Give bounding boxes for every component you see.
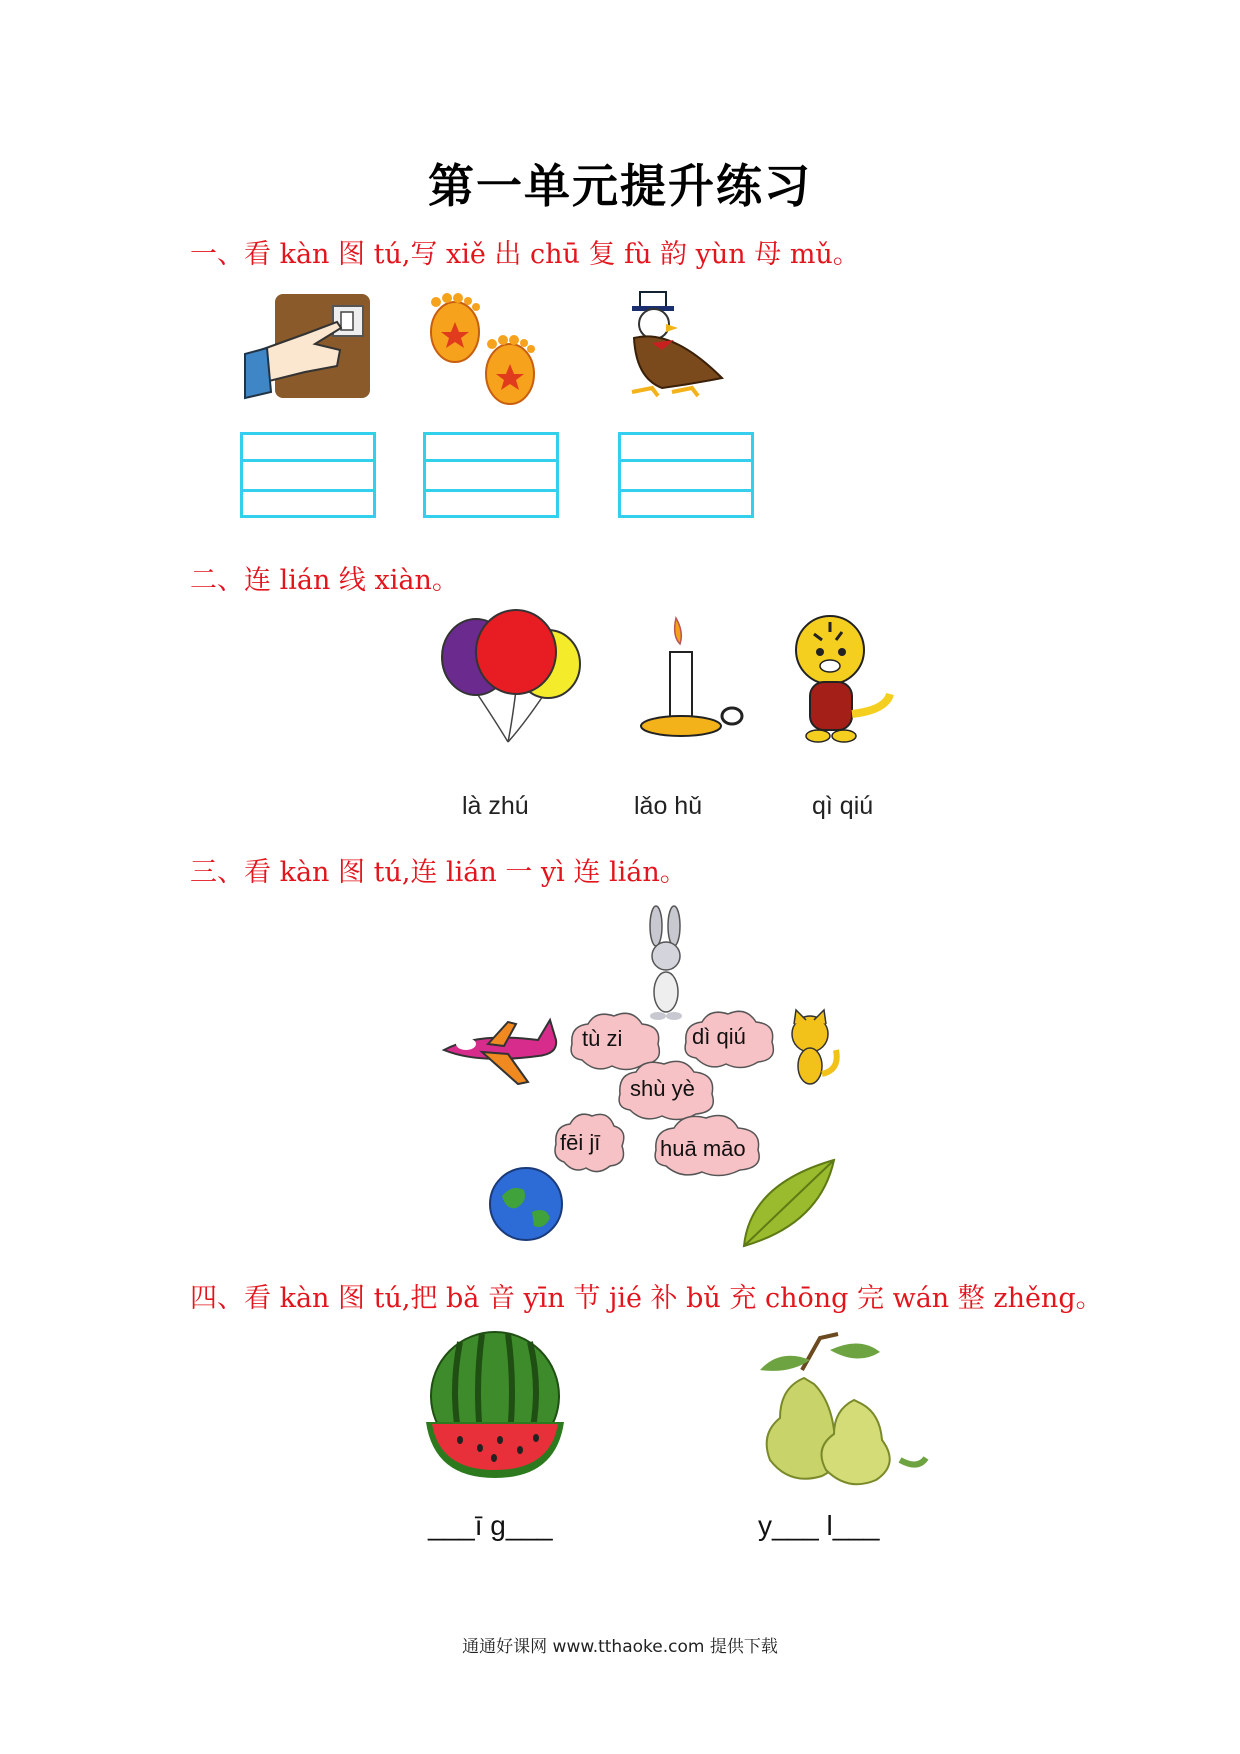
cloud-label-2: dì qiú (692, 1024, 746, 1049)
pinyin-option-1: là zhú (462, 792, 529, 820)
candle-picture (640, 612, 745, 747)
balloons-picture (436, 612, 586, 747)
pinyin-option-2: lǎo hǔ (634, 792, 703, 820)
section-4-heading: 四、看 kàn 图 tú,把 bǎ 音 yīn 节 jié 补 bǔ 充 chōng 完 wán 整 zhěng。 (190, 1283, 1103, 1314)
section-2-heading: 二、连 lián 线 xiàn。 (190, 565, 459, 596)
blank-watermelon[interactable]: ___ī g___ (428, 1510, 553, 1541)
footprints-picture (420, 292, 570, 412)
writing-box-3[interactable] (618, 432, 754, 518)
cloud-label-3: shù yè (630, 1076, 695, 1101)
writing-box-2[interactable] (423, 432, 559, 518)
blank-pear[interactable]: y___ l___ (758, 1510, 880, 1541)
pinyin-option-3: qì qiú (812, 792, 874, 820)
writing-box-1[interactable] (240, 432, 376, 518)
cloud-label-4: fēi jī (560, 1130, 601, 1155)
cat-picture (784, 1010, 844, 1090)
press-button-picture (245, 292, 375, 402)
section-3-heading: 三、看 kàn 图 tú,连 lián 一 yì 连 lián。 (190, 857, 687, 888)
footer-credit: 通通好课网 www.tthaoke.com 提供下载 (462, 1637, 778, 1657)
cloud-label-1: tù zi (582, 1026, 623, 1051)
tiger-picture (786, 610, 906, 745)
cloud-label-5: huā māo (660, 1136, 746, 1161)
eagle-picture (612, 288, 742, 408)
pears-picture (730, 1330, 930, 1490)
earth-picture (488, 1166, 564, 1242)
watermelon-picture (420, 1332, 570, 1482)
airplane-picture (438, 1010, 558, 1090)
section-1-heading: 一、看 kàn 图 tú,写 xiě 出 chū 复 fù 韵 yùn 母 mǔ。 (190, 239, 860, 270)
page-title: 第一单元提升练习 (428, 159, 812, 213)
